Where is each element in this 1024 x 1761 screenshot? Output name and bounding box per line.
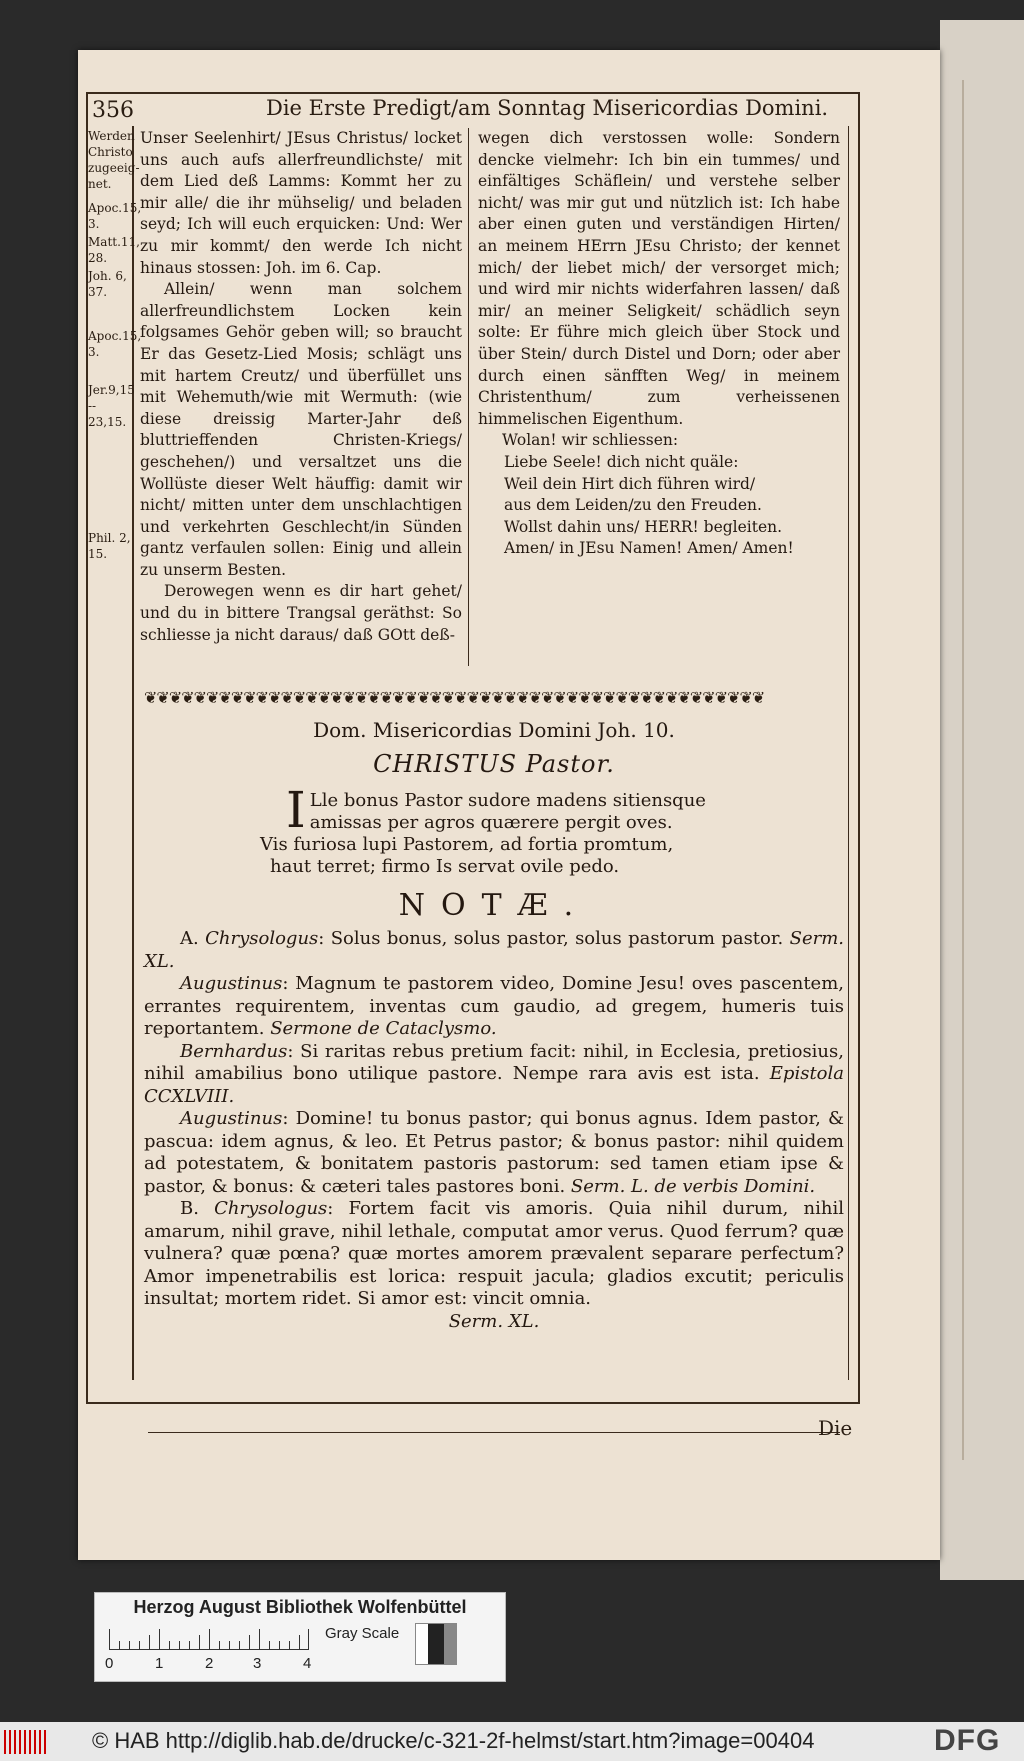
text-column-left [140, 128, 462, 646]
verse-line: Weil dein Hirt dich führen wird/ [504, 474, 756, 493]
note-source: Serm. XL. [144, 928, 844, 972]
paragraph: Allein/ wenn man solchem allerfreundlichstem Locken kein folgsames Gehör geben will; so braucht Er das Gesetz-Lied Mosis; schlägt uns mit hartem Creutz/ und überfüllet uns mit Wehemuth/wie mit Wermuth: (wie diese dreissig Marter-Jahr deß bluttrieffenden Christen-Kriegs/ geschehen/) und versaltzet uns die Wollüste dieser Welt häuffig: damit wir nicht/ mitten unter dem unschlachtigen und verkehrten Geschlecht/in Sünden gantz verfaulen sollen: Einig und allein zu unserm Besten. [140, 280, 462, 579]
note-paragraph [144, 1041, 844, 1109]
note-source: Serm. XL. [448, 1310, 540, 1332]
bottom-rule [148, 1432, 840, 1433]
poem-line: haut terret; firmo Is servat ovile pedo. [270, 856, 620, 877]
page-number: 356 [92, 98, 134, 123]
note-text: : Solus bonus, solus pastor, solus pastorum pastor. [318, 928, 790, 949]
poem-line: amissas per agros quærere pergit oves. [309, 812, 673, 833]
margin-note: Matt.11, 28. [88, 235, 140, 265]
note-text: : Magnum te pastorem video, Domine Jesu! oves pascentem, errantes requirentem, inventas cum gaudio, ad gregem, humeris tuis reportantem. [144, 973, 844, 1039]
verse-intro: Wolan! wir schliessen: [502, 431, 679, 450]
latin-title: CHRISTUS Pastor. [373, 750, 615, 778]
margin-note: Apoc.15, 3. [88, 201, 142, 231]
poem-line: Vis furiosa lupi Pastorem, ad fortia promtum, [260, 834, 674, 855]
note-source: Sermone de Cataclysmo. [270, 1018, 497, 1039]
note-letter: B. [180, 1198, 215, 1219]
margin-note: Apoc.15, 3. [88, 329, 142, 359]
verse-line: Amen/ in JEsu Namen! Amen/ Amen! [504, 539, 794, 558]
footer-link[interactable]: © HAB http://diglib.hab.de/drucke/c-321-2f-helmst/start.htm?image=00404 [92, 1728, 815, 1753]
note-paragraph [144, 1108, 844, 1198]
text-column-right [478, 128, 840, 560]
paragraph: wegen dich verstossen wolle: Sondern dencke vielmehr: Ich bin ein tummes/ und einfältiges Schäflein/ und verstehe selber nicht/ was mir gut und nützlich ist: Ich habe aber einen guten und verständigen Hirten/ an meinem HErrn JEsu Christo; der kennet mich/ der liebet mich/ der versorget mich; und wird mir nichts widerfahren lassen/ daß mir/ an meiner Seligkeit/ schädlich seyn solte: Er führe mich gleich über Stock und über Stein/ durch Distel und Dorn; oder aber durch einen sänfften Weg/ in meinem Christenthum/ zum verheissenen himmelischen Eigenthum. [478, 129, 840, 428]
scale-ruler [109, 1629, 309, 1650]
note-author: Chrysologus [214, 1198, 328, 1219]
margin-note: Joh. 6, 37. [88, 269, 127, 299]
note-text: : Si raritas rebus pretium facit: nihil, in Ecclesia, pretiosius, nihil amabilius bono utilique pastore. Nempe rara avis est ista. [144, 1040, 844, 1084]
note-paragraph [144, 973, 844, 1041]
column-separator [468, 128, 469, 666]
note-paragraph [144, 1198, 844, 1311]
note-source: Serm. L. de verbis Domini. [570, 1175, 816, 1197]
latin-poem [260, 781, 766, 878]
scale-number: 0 [105, 1655, 114, 1672]
library-name: Herzog August Bibliothek Wolfenbüttel [133, 1597, 467, 1617]
note-letter: A. [180, 928, 206, 949]
margin-notes [88, 128, 142, 564]
margin-note: Phil. 2, 15. [88, 531, 131, 561]
poem-line: Lle bonus Pastor sudore madens sitiensque [309, 790, 706, 811]
note-paragraph [144, 928, 844, 973]
ornament-band: ❦❦❦❦❦❦❦❦❦❦❦❦❦❦❦❦❦❦❦❦❦❦❦❦❦❦❦❦❦❦❦❦❦❦❦❦❦❦❦❦❦❦❦❦❦❦❦❦❦❦ [144, 688, 765, 707]
verse-line: Liebe Seele! dich nicht quäle: [504, 452, 739, 471]
right-rule [848, 126, 849, 1380]
note-final-source [144, 1311, 844, 1334]
barcode-icon [4, 1730, 48, 1754]
verse-line: aus dem Leiden/zu den Freuden. [504, 496, 762, 515]
library-label [94, 1592, 506, 1682]
note-author: Bernhardus [180, 1040, 288, 1062]
gray-scale-swatch [415, 1623, 457, 1665]
footer-bar [0, 1722, 1024, 1761]
note-text: : Domine! tu bonus pastor; qui bonus agnus. Idem pastor, & pascua: idem agnus, & leo. Et Petrus pastor; & bonus pastor: nihil quidem ad potestatem, & bonitatem pastoris pastorum: sed tamen etiam ipse & pastor, & bonus: & cæteri tales pastores boni. [144, 1108, 844, 1197]
dfg-logo: DFG [934, 1724, 1001, 1757]
paragraph: Unser Seelenhirt/ JEsus Christus/ locket uns auch aufs allerfreundlichste/ mit dem Lied deß Lamms: Kommt her zu mir alle/ die ihr mühselig/ und beladen seyd; Ich will euch erquicken: Und: Wer zu mir kommt/ den werde Ich nicht hinaus stossen: Joh. im 6. Cap. [140, 129, 462, 277]
note-author: Augustinus [180, 1108, 283, 1129]
note-author: Augustinus [180, 973, 283, 994]
note-author: Chrysologus [205, 928, 319, 949]
scale-numbers [101, 1655, 321, 1673]
scale-number: 4 [303, 1655, 312, 1672]
margin-note: Jer.9,15 -- 23,15. [88, 383, 135, 429]
notae-heading: NOTÆ. [398, 888, 590, 923]
adjacent-page-edge [940, 20, 1024, 1580]
page-header [90, 96, 860, 126]
notes-section [144, 928, 844, 1333]
drop-cap: I [286, 781, 306, 839]
gray-scale-label: Gray Scale [325, 1625, 400, 1642]
note-source: Epistola CCXLVIII. [144, 1063, 844, 1107]
paragraph: Derowegen wenn es dir hart gehet/ und du in bittere Trangsal geräthst: So schliesse ja nicht daraus/ daß GOtt deß- [140, 582, 462, 644]
scale-number: 1 [155, 1655, 164, 1672]
margin-rule [132, 126, 134, 1380]
verse-line: Wollst dahin uns/ HERR! begleiten. [504, 517, 783, 536]
running-head: Die Erste Predigt/am Sonntag Misericordias Domini. [266, 96, 829, 120]
latin-heading: Dom. Misericordias Domini Joh. 10. [313, 718, 675, 742]
scale-number: 3 [253, 1655, 262, 1672]
note-text: : Fortem facit vis amoris. Quia nihil durum, nihil amarum, nihil grave, nihil lethale, computat amor verus. Quod ferrum? quæ vulnera? quæ pœna? quæ mortes amorem prævalent separare perfectum? Amor impenetrabilis est lorica: respuit jacula; gladios excutit; periculis insultat; mortem ridet. Si amor est: vincit omnia. [144, 1198, 845, 1309]
catchword: Die [818, 1416, 853, 1440]
margin-note: Werden Christo zugeeig-net. [88, 129, 140, 191]
scale-number: 2 [205, 1655, 214, 1672]
